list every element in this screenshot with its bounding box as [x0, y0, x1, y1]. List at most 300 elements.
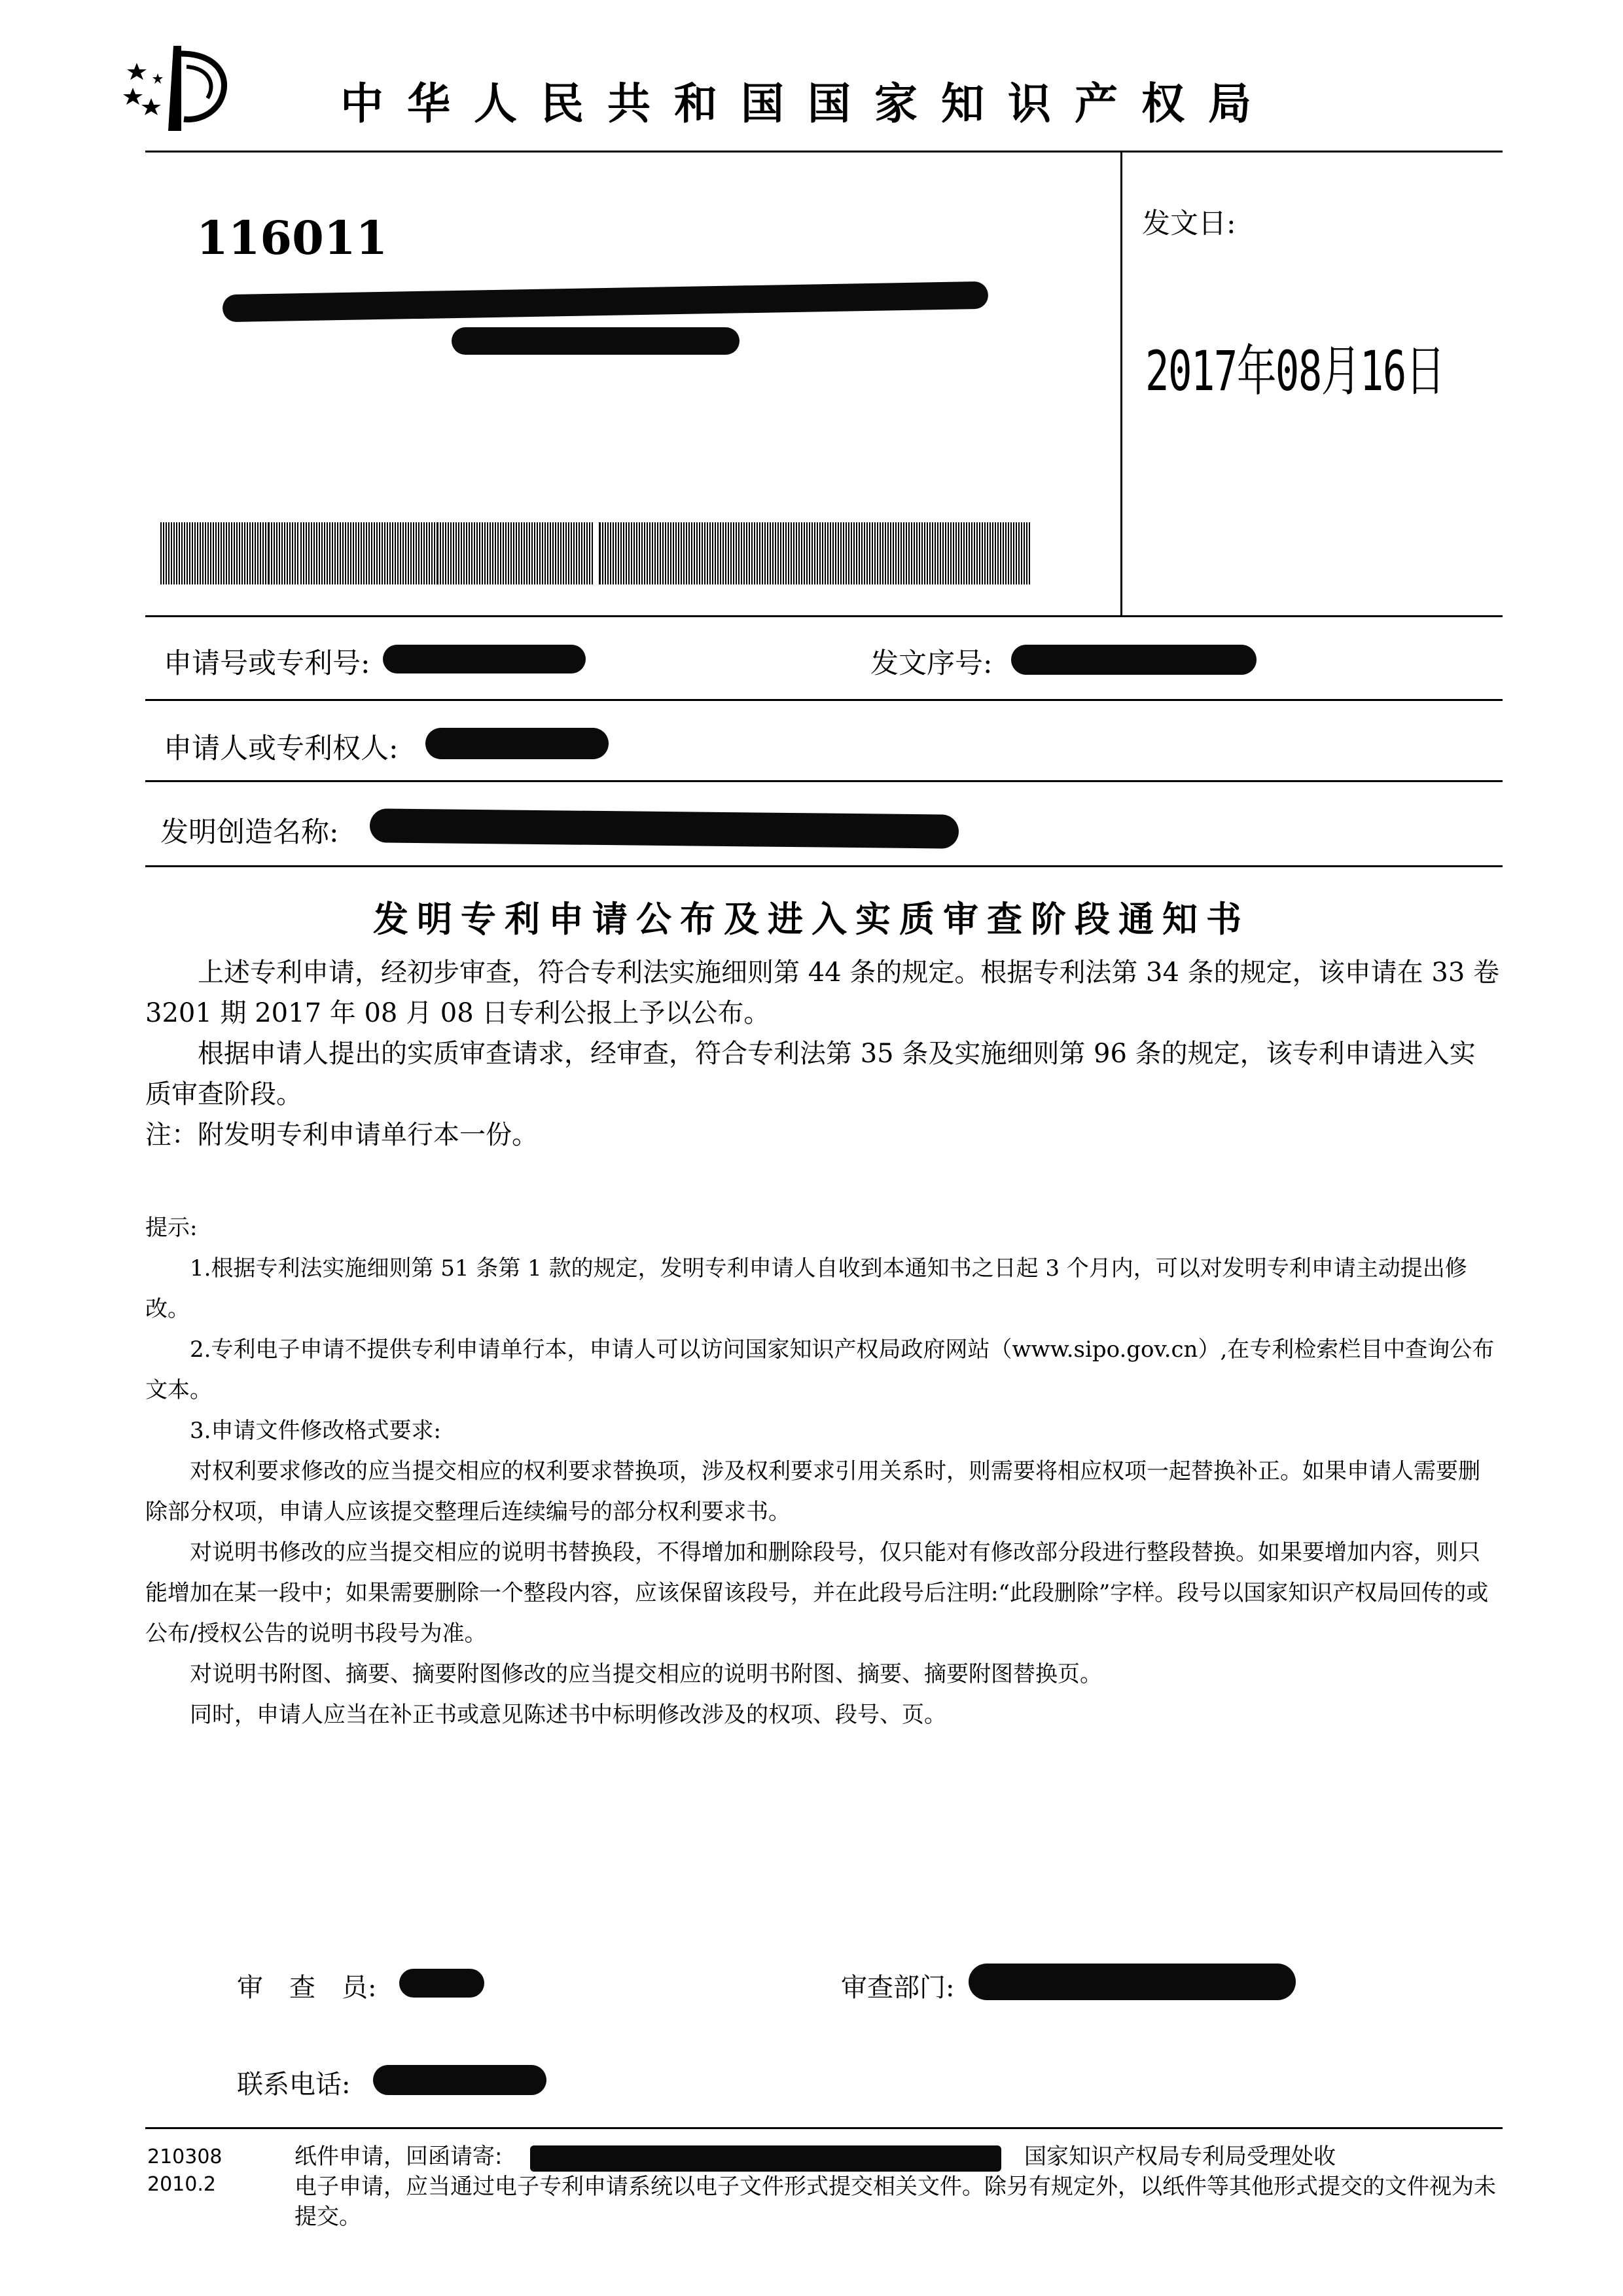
barcode-bar	[466, 522, 467, 584]
barcode-bar	[387, 522, 388, 584]
barcode-bar	[516, 522, 517, 584]
barcode-bar	[461, 522, 462, 584]
barcode-bar	[210, 522, 211, 584]
barcode-bar	[558, 522, 559, 584]
barcode-bar	[221, 522, 222, 584]
barcode-bar	[647, 522, 648, 584]
notice-paragraph: 根据申请人提出的实质审查请求，经审查，符合专利法第 35 条及实施细则第 96 条的规定，该专利申请进入实质审查阶段。	[145, 1039, 1476, 1109]
barcode-bar	[668, 522, 669, 584]
barcode-bar	[244, 522, 245, 584]
barcode-bar	[605, 522, 606, 584]
barcode-bar	[958, 522, 959, 584]
barcode-bar	[526, 522, 527, 584]
barcode-bar	[581, 522, 582, 584]
barcode-bar	[552, 522, 554, 584]
barcode-bar	[249, 522, 251, 584]
barcode-bar	[927, 522, 928, 584]
row-rule-3	[145, 865, 1503, 867]
barcode-bar	[817, 522, 818, 584]
barcode-bar	[835, 522, 836, 584]
barcode-bar	[754, 522, 755, 584]
barcode-bar	[450, 522, 452, 584]
barcode-bar	[599, 522, 601, 584]
barcode-bar	[851, 522, 852, 584]
barcode-bar	[576, 522, 577, 584]
barcode-bar	[848, 522, 849, 584]
barcode-bar	[728, 522, 729, 584]
barcode-bar	[864, 522, 865, 584]
tip-item: 同时，申请人应当在补正书或意见陈述书中标明修改涉及的权项、段号、页。	[190, 1702, 946, 1728]
barcode-bar	[901, 522, 902, 584]
barcode-bar	[397, 522, 399, 584]
barcode-bar	[662, 522, 664, 584]
notice-paragraph: 上述专利申请，经初步审查，符合专利法实施细则第 44 条的规定。根据专利法第 34 条的规定，该申请在 33 卷 3201 期 2017 年 08 月 08 日专利公报上予以公布。	[145, 958, 1499, 1028]
barcode-bar	[513, 522, 514, 584]
barcode-bar	[856, 522, 857, 584]
barcode-left	[160, 522, 594, 584]
barcode-bar	[366, 522, 367, 584]
barcode-bar	[518, 522, 520, 584]
barcode-bar	[337, 522, 338, 584]
barcode-bar	[908, 522, 910, 584]
invention-name-label: 发明创造名称:	[160, 816, 339, 849]
barcode-bar	[691, 522, 692, 584]
row-rule-1	[145, 699, 1503, 701]
barcode-bar	[893, 522, 894, 584]
barcode-bar	[906, 522, 907, 584]
barcode-bar	[966, 522, 967, 584]
recipient: 国家知识产权局专利局受理处收	[1024, 2144, 1336, 2170]
barcode-bar	[950, 522, 952, 584]
barcode-bar	[524, 522, 525, 584]
header-top-rule	[145, 151, 1503, 152]
barcode-bar	[652, 522, 653, 584]
barcode-bar	[252, 522, 253, 584]
barcode-bar	[284, 522, 285, 584]
barcode-bar	[510, 522, 512, 584]
barcode-bar	[205, 522, 206, 584]
barcode-bar	[984, 522, 986, 584]
barcode-bar	[948, 522, 949, 584]
barcode-bar	[699, 522, 700, 584]
barcode-bar	[675, 522, 677, 584]
tip-item: 对权利要求修改的应当提交相应的权利要求替换项，涉及权利要求引用关系时，则需要将相应权项一起替换补正。如果申请人需要删除部分权项，申请人应该提交整理后连续编号的部分权利要求书。	[145, 1458, 1480, 1525]
barcode-bar	[207, 522, 209, 584]
barcode-bar	[712, 522, 713, 584]
barcode-bar	[568, 522, 569, 584]
barcode-bar	[413, 522, 414, 584]
phone-label: 联系电话:	[237, 2070, 351, 2100]
barcode-bar	[500, 522, 501, 584]
barcode-bar	[589, 522, 590, 584]
barcode-bar	[945, 522, 946, 584]
barcode-bar	[563, 522, 564, 584]
barcode-bar	[431, 522, 433, 584]
barcode-bar	[874, 522, 876, 584]
redacted-serial-no	[1011, 645, 1257, 675]
barcode-bar	[303, 522, 304, 584]
barcode-bar	[602, 522, 603, 584]
barcode-bar	[260, 522, 261, 584]
header-divider	[1120, 151, 1122, 617]
barcode-bar	[730, 522, 732, 584]
barcode-bar	[804, 522, 805, 584]
barcode-bar	[376, 522, 378, 584]
barcode-bar	[681, 522, 682, 584]
redacted-phone	[373, 2065, 546, 2095]
barcode-bar	[565, 522, 567, 584]
barcode-bar	[265, 522, 266, 584]
issue-date: 2017年08月16日	[1145, 339, 1444, 403]
form-code: 210308	[147, 2145, 223, 2168]
barcode-bar	[935, 522, 936, 584]
redacted-return-address	[530, 2145, 1001, 2172]
notice-note: 注：附发明专利申请单行本一份。	[145, 1120, 538, 1150]
barcode-bar	[623, 522, 624, 584]
barcode-bar	[775, 522, 776, 584]
cnipa-logo	[121, 41, 239, 139]
barcode-bar	[1010, 522, 1012, 584]
barcode-bar	[319, 522, 320, 584]
barcode-bar	[392, 522, 393, 584]
barcode-bar	[783, 522, 784, 584]
barcode-bar	[487, 522, 488, 584]
barcode-bar	[924, 522, 925, 584]
barcode-bar	[521, 522, 522, 584]
barcode-bar	[961, 522, 962, 584]
barcode-bar	[163, 522, 164, 584]
barcode-bar	[861, 522, 863, 584]
barcode-bar	[704, 522, 705, 584]
barcode-bar	[887, 522, 889, 584]
barcode-bar	[218, 522, 219, 584]
barcode-bar	[166, 522, 167, 584]
barcode-bar	[869, 522, 870, 584]
barcode-bar	[987, 522, 988, 584]
barcode-bar	[395, 522, 396, 584]
tip-item: 1.根据专利法实施细则第 51 条第 1 款的规定，发明专利申请人自收到本通知书之日起 3 个月内，可以对发明专利申请主动提出修改。	[145, 1255, 1467, 1322]
barcode-bar	[474, 522, 475, 584]
barcode-bar	[694, 522, 695, 584]
barcode-bar	[508, 522, 509, 584]
barcode-bar	[255, 522, 256, 584]
barcode-bar	[560, 522, 562, 584]
barcode-bar	[241, 522, 243, 584]
barcode-bar	[976, 522, 978, 584]
barcode-bar	[423, 522, 425, 584]
barcode-bar	[445, 522, 446, 584]
barcode-bar	[940, 522, 941, 584]
barcode-bar	[476, 522, 478, 584]
barcode-bar	[402, 522, 404, 584]
barcode-bar	[1021, 522, 1022, 584]
barcode-bar	[995, 522, 996, 584]
barcode-bar	[313, 522, 315, 584]
barcode-bar	[955, 522, 957, 584]
barcode-bar	[321, 522, 323, 584]
barcode-bar	[921, 522, 923, 584]
barcode-bar	[720, 522, 721, 584]
barcode-bar	[702, 522, 703, 584]
barcode-bar	[738, 522, 740, 584]
barcode-bar	[416, 522, 417, 584]
barcode-bar	[437, 522, 438, 584]
barcode-bar	[358, 522, 359, 584]
barcode-bar	[382, 522, 383, 584]
barcode-bar	[749, 522, 750, 584]
barcode-bar	[334, 522, 336, 584]
barcode-bar	[384, 522, 385, 584]
barcode-bar	[484, 522, 486, 584]
barcode-bar	[890, 522, 891, 584]
barcode-bar	[686, 522, 687, 584]
barcode-bar	[184, 522, 185, 584]
barcode-bar	[990, 522, 991, 584]
barcode-bar	[215, 522, 217, 584]
barcode-bar	[895, 522, 897, 584]
department-label: 审查部门:	[841, 1973, 955, 2003]
barcode-bar	[877, 522, 878, 584]
barcode-bar	[974, 522, 975, 584]
barcode-bar	[788, 522, 789, 584]
tip-item: 对说明书附图、摘要、摘要附图修改的应当提交相应的说明书附图、摘要、摘要附图替换页。	[190, 1661, 1102, 1687]
barcode-bar	[709, 522, 711, 584]
barcode-bar	[1018, 522, 1020, 584]
barcode-bar	[772, 522, 774, 584]
barcode-bar	[281, 522, 283, 584]
barcode-bar	[539, 522, 541, 584]
barcode-bar	[426, 522, 427, 584]
barcode-bar	[618, 522, 619, 584]
barcode-bar	[505, 522, 507, 584]
barcode-bar	[410, 522, 412, 584]
barcode-bar	[715, 522, 716, 584]
barcode-bar	[492, 522, 493, 584]
barcode-bar	[340, 522, 341, 584]
barcode-bar	[448, 522, 449, 584]
barcode-bar	[368, 522, 370, 584]
redacted-address-line-1	[223, 281, 989, 322]
barcode-bar	[872, 522, 873, 584]
barcode-bar	[654, 522, 656, 584]
barcode-bar	[825, 522, 826, 584]
application-no-label: 申请号或专利号:	[164, 647, 370, 680]
barcode-bar	[885, 522, 886, 584]
barcode-bar	[542, 522, 543, 584]
barcode-bar	[239, 522, 240, 584]
barcode-bar	[791, 522, 792, 584]
barcode-bar	[279, 522, 280, 584]
barcode-bar	[767, 522, 768, 584]
barcode-bar	[822, 522, 823, 584]
form-version: 2010.2	[147, 2173, 216, 2196]
barcode-bar	[736, 522, 737, 584]
barcode-bar	[670, 522, 671, 584]
barcode-bar	[429, 522, 430, 584]
barcode-bar	[292, 522, 293, 584]
barcode-bar	[189, 522, 190, 584]
barcode-bar	[914, 522, 915, 584]
barcode-bar	[785, 522, 787, 584]
barcode-bar	[421, 522, 422, 584]
barcode-bar	[812, 522, 813, 584]
redacted-applicant	[425, 728, 609, 759]
barcode-bar	[770, 522, 771, 584]
barcode-bar	[262, 522, 264, 584]
barcode-bar	[586, 522, 588, 584]
barcode-bar	[276, 522, 277, 584]
barcode-bar	[657, 522, 658, 584]
barcode-bar	[482, 522, 483, 584]
barcode-bar	[942, 522, 944, 584]
barcode-bar	[345, 522, 346, 584]
barcode-bar	[830, 522, 831, 584]
barcode-bar	[547, 522, 548, 584]
barcode-bar	[607, 522, 609, 584]
redacted-invention-name	[370, 808, 959, 848]
barcode-bar	[192, 522, 193, 584]
barcode-bar	[746, 522, 747, 584]
notice-title: 发明专利申请公布及进入实质审查阶段通知书	[373, 899, 1250, 940]
barcode-bar	[660, 522, 661, 584]
electronic-notice: 电子申请，应当通过电子专利申请系统以电子文件形式提交相关文件。除另有规定外，以纸件等其他形式提交的文件视为未提交。	[294, 2174, 1496, 2230]
barcode-bar	[455, 522, 457, 584]
barcode-bar	[929, 522, 931, 584]
barcode-bar	[777, 522, 779, 584]
barcode-bar	[405, 522, 406, 584]
barcode-bar	[371, 522, 372, 584]
barcode-bar	[592, 522, 593, 584]
barcode-bar	[969, 522, 970, 584]
barcode-bar	[992, 522, 993, 584]
barcode-bar	[197, 522, 198, 584]
barcode-bar	[363, 522, 365, 584]
barcode-bar	[628, 522, 630, 584]
barcode-bar	[257, 522, 259, 584]
barcode-bar	[571, 522, 572, 584]
barcode-bar	[610, 522, 611, 584]
barcode-bar	[798, 522, 800, 584]
barcode-bar	[550, 522, 551, 584]
barcode-bar	[348, 522, 349, 584]
redacted-address-line-2	[452, 327, 740, 355]
barcode-bar	[982, 522, 983, 584]
paper-label: 纸件申请，回函请寄:	[294, 2144, 503, 2170]
barcode-bar	[531, 522, 533, 584]
barcode-bar	[584, 522, 585, 584]
barcode-bar	[274, 522, 275, 584]
barcode-bar	[932, 522, 933, 584]
applicant-label: 申请人或专利权人:	[164, 732, 399, 765]
barcode-bar	[1003, 522, 1004, 584]
barcode-bar	[213, 522, 214, 584]
barcode-bar	[615, 522, 616, 584]
tip-item: 对说明书修改的应当提交相应的说明书替换段，不得增加和删除段号，仅只能对有修改部分段进行整段替换。如果要增加内容，则只能增加在某一段中；如果需要删除一个整段内容，应该保留该段号，并在此段号后注明:“此段删除”字样。段号以国家知识产权局回传的或公布/授权公告的说明书段号为准。	[145, 1539, 1489, 1647]
footer-rule	[145, 2127, 1503, 2129]
barcode-bar	[544, 522, 546, 584]
barcode-bar	[1008, 522, 1009, 584]
barcode-bar	[495, 522, 496, 584]
barcode-bar	[882, 522, 883, 584]
barcode-bar	[1024, 522, 1025, 584]
barcode-bar	[231, 522, 232, 584]
barcode-bar	[479, 522, 480, 584]
barcode-bar	[223, 522, 224, 584]
barcode-bar	[324, 522, 325, 584]
barcode-bar	[350, 522, 351, 584]
barcode-bar	[537, 522, 538, 584]
barcode-bar	[814, 522, 815, 584]
barcode-bar	[979, 522, 980, 584]
barcode-bar	[332, 522, 333, 584]
barcode-bar	[919, 522, 920, 584]
row-rule-2	[145, 780, 1503, 782]
serial-no-label: 发文序号:	[870, 647, 993, 680]
barcode-bar	[733, 522, 734, 584]
barcode-bar	[859, 522, 860, 584]
barcode-bar	[866, 522, 868, 584]
barcode-bar	[696, 522, 698, 584]
barcode-bar	[294, 522, 296, 584]
barcode-bar	[631, 522, 632, 584]
barcode-bar	[898, 522, 899, 584]
tip-item: 2.专利电子申请不提供专利申请单行本，申请人可以访问国家知识产权局政府网站（www.sipo.gov.cn）,在专利检索栏目中查询公布文本。	[145, 1336, 1495, 1403]
tips-section	[145, 1208, 1500, 1735]
barcode-bar	[194, 522, 196, 584]
barcode-bar	[801, 522, 802, 584]
barcode-bar	[168, 522, 169, 584]
barcode-bar	[458, 522, 459, 584]
barcode-bar	[271, 522, 272, 584]
barcode-bar	[678, 522, 679, 584]
barcode-bar	[1016, 522, 1017, 584]
barcode-bar	[809, 522, 810, 584]
barcode-bar	[329, 522, 330, 584]
barcode-bar	[971, 522, 972, 584]
barcode-bar	[342, 522, 344, 584]
barcode-bar	[471, 522, 473, 584]
redacted-department	[969, 1964, 1296, 2000]
barcode-bar	[707, 522, 708, 584]
barcode-right	[599, 522, 1031, 584]
barcode-bar	[1013, 522, 1014, 584]
barcode-bar	[843, 522, 844, 584]
barcode-bar	[200, 522, 201, 584]
barcode-bar	[780, 522, 781, 584]
barcode-bar	[819, 522, 821, 584]
barcode-bar	[764, 522, 766, 584]
barcode-bar	[442, 522, 444, 584]
barcode-bar	[173, 522, 175, 584]
barcode-bar	[1029, 522, 1030, 584]
barcode-bar	[722, 522, 724, 584]
barcode-bar	[389, 522, 391, 584]
barcode-bar	[534, 522, 535, 584]
barcode-bar	[644, 522, 645, 584]
barcode-bar	[469, 522, 470, 584]
barcode-bar	[916, 522, 918, 584]
barcode-bar	[840, 522, 842, 584]
barcode-bar	[579, 522, 580, 584]
barcode-bar	[633, 522, 635, 584]
header-bottom-rule	[145, 615, 1503, 617]
barcode-bar	[355, 522, 357, 584]
barcode-bar	[725, 522, 726, 584]
barcode-bar	[497, 522, 499, 584]
barcode-bar	[181, 522, 183, 584]
barcode-bar	[503, 522, 504, 584]
barcode-bar	[418, 522, 419, 584]
